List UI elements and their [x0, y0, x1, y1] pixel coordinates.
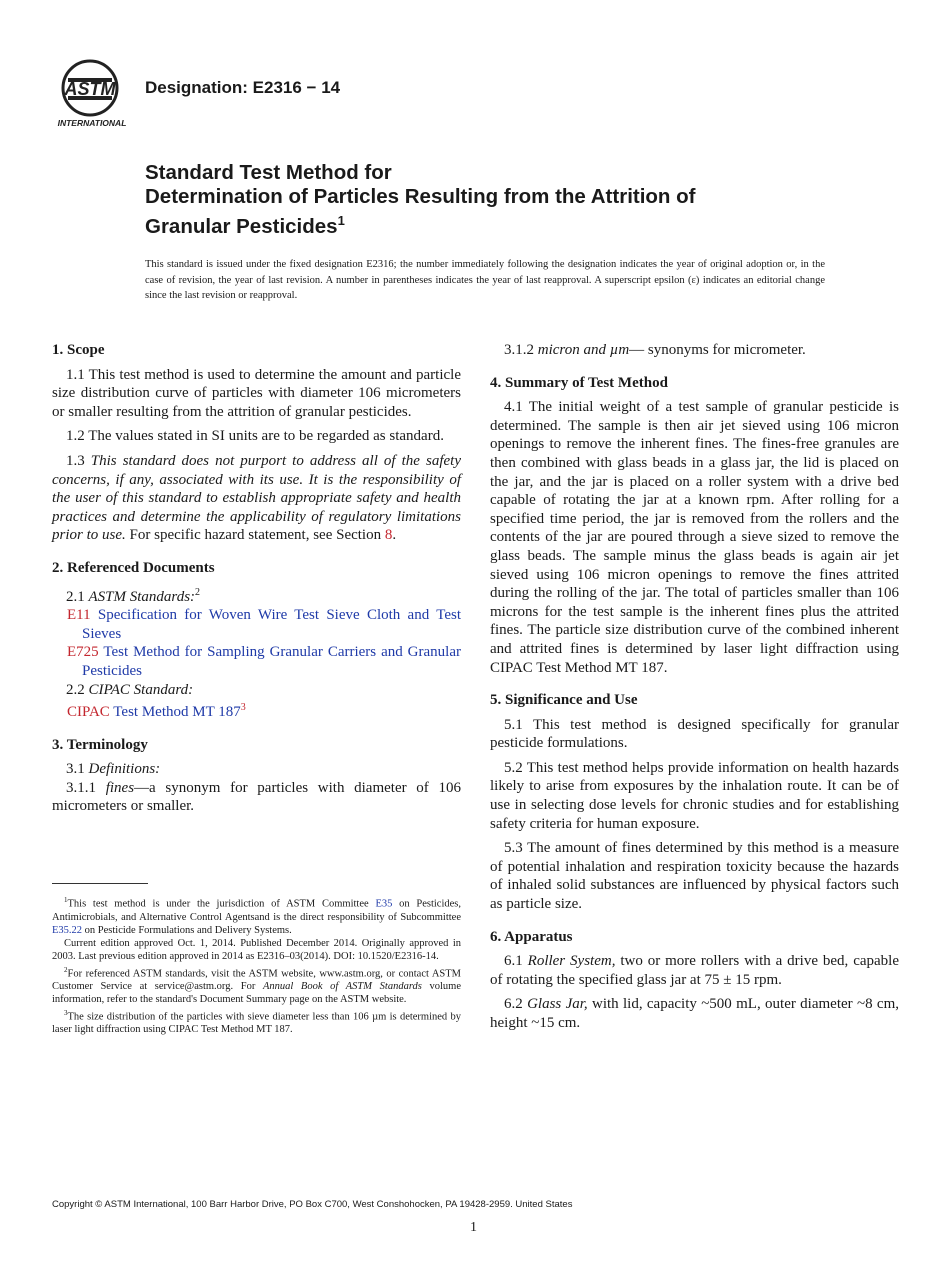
footnote-1-edition: Current edition approved Oct. 1, 2014. Published December 2014. Originally approved in 2003. Last previous edition approved in 2014 as E2316–03(2014). DOI: 10.1520/E2316-14.	[52, 938, 461, 963]
p22-num: 2.2	[66, 681, 89, 698]
fn2-a: For referenced ASTM standards, visit the ASTM website, www.astm.org, or contact ASTM Customer Service at service@astm.org. For	[52, 968, 461, 993]
paragraph-2-2	[52, 681, 461, 700]
fn1-mark: 1	[64, 896, 68, 904]
ref-cipac-mark: 3	[240, 702, 246, 714]
section-heading-terminology: 3. Terminology	[52, 736, 148, 753]
ref-e725-title[interactable]: Test Method for Sampling Granular Carriers and Granular Pesticides	[82, 644, 461, 679]
fn1-c: on Pesticide Formulations and Delivery Systems.	[82, 924, 292, 936]
paragraph-6-2	[490, 995, 899, 1032]
document-title	[145, 161, 865, 239]
p62-term: Glass Jar,	[527, 996, 588, 1013]
ref-cipac-title[interactable]: Test Method MT 187	[109, 704, 241, 721]
p311-num: 3.1.1	[66, 779, 106, 796]
footnote-3	[52, 1007, 461, 1037]
page-number: 1	[470, 1220, 477, 1235]
section-heading-scope: 1. Scope	[52, 342, 105, 358]
right-column	[490, 341, 899, 1039]
issue-note: This standard is issued under the fixed designation E2316; the number immediately following the designation indicates the year of original adoption or, in the case of revision, the year of last revision. A number in parentheses indicates the year of last reapproval. A superscript epsilon (ε) indicates an editorial change since the last revision or reapproval.	[145, 259, 825, 301]
p13-tail: For specific hazard statement, see Section	[125, 527, 385, 544]
paragraph-1-2: 1.2 The values stated in SI units are to be regarded as standard.	[66, 428, 444, 445]
subcommittee-e3522-link[interactable]: E35.22	[52, 924, 83, 936]
section-heading-apparatus: 6. Apparatus	[490, 928, 573, 945]
p312-text: — synonyms for micrometer.	[629, 342, 806, 358]
footnotes	[52, 894, 461, 1037]
p311-term: fines	[105, 779, 135, 796]
astm-logo	[50, 58, 136, 130]
fn2-mark: 2	[64, 965, 68, 974]
logo-text: ASTM	[64, 79, 116, 99]
fn1-b: on Pesticides, Antimicrobials, and Alternative Control Agentsand is the direct responsibility of Subcommittee	[52, 898, 462, 923]
p22-label: CIPAC Standard:	[88, 681, 194, 698]
title-footnote-mark: 1	[337, 213, 345, 228]
title-line-3: Granular Pesticides	[145, 214, 338, 238]
p62-text: with lid, capacity ~500 mL, outer diameter ~8 cm, height ~15 cm.	[490, 996, 899, 1031]
fn2-italic: Annual Book of ASTM Standards	[262, 981, 422, 993]
reference-e725[interactable]	[52, 643, 461, 680]
paragraph-5-3: 5.3 The amount of fines determined by this method is a measure of potential inhalation and respiration toxicity because the hazards of inhaled solid substances are influenced by physical factors such as particle size.	[490, 840, 899, 913]
p21-num: 2.1	[66, 588, 89, 605]
p31-label: Definitions:	[88, 761, 161, 778]
p61-term: Roller System,	[527, 953, 616, 970]
section-heading-referenced-documents: 2. Referenced Documents	[52, 559, 215, 576]
copyright-notice: Copyright © ASTM International, 100 Barr Harbor Drive, PO Box C700, West Conshohocken, PA 19428-2959. United States	[52, 1199, 573, 1210]
paragraph-5-2: 5.2 This test method helps provide information on health hazards likely to arise from exposures by the inhalation route. It can be of use in selecting dose levels for chronic studies and for establishing safety criteria for human exposure.	[490, 759, 899, 832]
title-line-1: Standard Test Method for	[145, 161, 392, 184]
paragraph-5-1: 5.1 This test method is designed specifically for granular pesticide formulations.	[490, 716, 899, 752]
paragraph-4-1: 4.1 The initial weight of a test sample of granular pesticide is determined. The sample is then air jet sieved using 106 micron openings to remove the inherent fines. The fines-free granules are then combined with glass beads in a glass jar, the lid is placed on the jar, and the jar is placed on a roller system with a drive bed capable of rotating the jar at a known rpm. After rolling for a specified time period, the jar is removed from the rollers and the contents of the jar are poured through a sieve sized to remove the glass beads. The sample minus the glass beads is again air jet sieved using 106 micron openings to remove the fines attrited during the rolling of the jar. The total of particles smaller than 106 microns for the test sample is the inherent fines plus the attrited fines. The particle size distribution curve of the combined inherent and attrited fines is determined by laser light diffraction using CIPAC Test Method MT 187.	[490, 399, 899, 676]
logo-subtext: INTERNATIONAL	[57, 118, 127, 128]
ref-cipac-code[interactable]: CIPAC	[67, 704, 110, 721]
p21-mark: 2	[195, 586, 201, 598]
paragraph-3-1-1	[52, 779, 461, 816]
reference-e11[interactable]	[52, 606, 461, 643]
footnote-divider	[52, 883, 148, 884]
p61-text: two or more rollers with a drive bed, capable of rotating the specified glass jar at 75 ± 15 rpm.	[490, 953, 899, 988]
p21-label: ASTM Standards:	[88, 588, 196, 605]
ref-e11-title[interactable]: Specification for Woven Wire Test Sieve Cloth and Test Sieves	[82, 607, 461, 642]
paragraph-1-1: 1.1 This test method is used to determine the amount and particle size distribution curve of particles with diameter 106 micrometers or smaller resulting from the attrition of granular pesticides.	[52, 366, 461, 420]
paragraph-1-3	[52, 452, 461, 545]
p312-term: micron and µm	[537, 342, 630, 358]
designation: Designation: E2316 − 14	[145, 78, 341, 97]
paragraph-3-1-2	[490, 341, 899, 360]
ref-e11-code[interactable]: E11	[67, 607, 91, 624]
fn3-text: The size distribution of the particles with sieve diameter less than 106 µm is determined by laser light diffraction using CIPAC Test Method MT 187.	[52, 1011, 461, 1036]
p13-num: 1.3	[66, 452, 91, 469]
p312-num: 3.1.2	[504, 342, 538, 358]
footnote-1	[52, 894, 461, 937]
p13-italic: This standard does not purport to address all of the safety concerns, if any, associated with its use. It is the responsibility of the user of this standard to establish appropriate safety and health practices and determine the applicability of regulatory limitations prior to use.	[52, 452, 461, 544]
committee-e35-link[interactable]: E35	[375, 898, 393, 910]
reference-cipac[interactable]	[52, 699, 461, 722]
section-heading-significance: 5. Significance and Use	[490, 692, 638, 709]
fn2-b: volume information, refer to the standard's Document Summary page on the ASTM website.	[52, 981, 461, 1006]
title-line-2: Determination of Particles Resulting from the Attrition of	[145, 185, 696, 208]
p311-text: —a synonym for particles with diameter of 106 micrometers or smaller.	[52, 779, 461, 815]
paragraph-2-1	[52, 584, 461, 607]
p13-end: .	[392, 527, 397, 544]
paragraph-6-1	[490, 952, 899, 989]
paragraph-3-1	[52, 760, 461, 779]
p31-num: 3.1	[66, 761, 89, 778]
fn1-a: This test method is under the jurisdiction of ASTM Committee	[67, 898, 376, 910]
section-8-link[interactable]: 8	[384, 527, 393, 544]
section-heading-summary: 4. Summary of Test Method	[490, 374, 668, 391]
left-column	[52, 341, 461, 822]
p62-num: 6.2	[504, 996, 528, 1013]
fn3-mark: 3	[64, 1008, 68, 1017]
footnote-2	[52, 964, 461, 1007]
p61-num: 6.1	[504, 953, 528, 970]
ref-e725-code[interactable]: E725	[67, 644, 99, 661]
